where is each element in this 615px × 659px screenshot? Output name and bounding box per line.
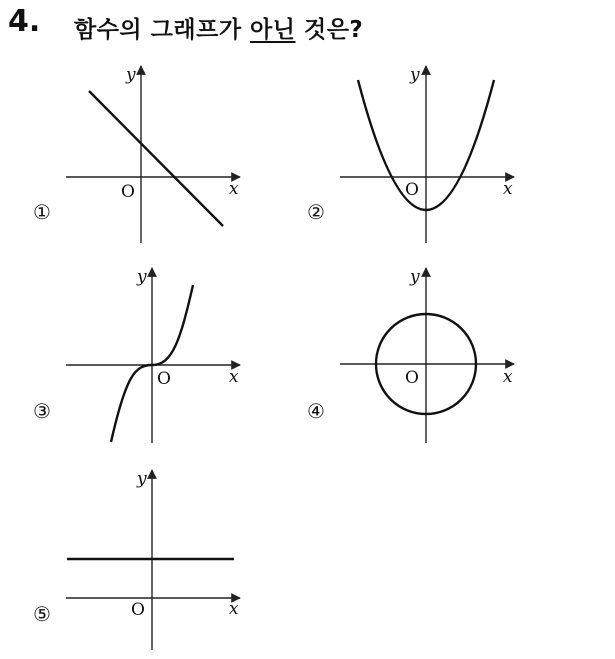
y-axis-label: y [410, 65, 420, 85]
y-axis-label: y [126, 65, 136, 85]
x-axis-label: x [229, 599, 239, 619]
question-text-before: 함수의 그래프가 [74, 17, 251, 43]
graph-2 [307, 65, 514, 243]
choice-1-label: ① [33, 200, 51, 224]
graph-4 [307, 267, 514, 443]
choice-5-label: ⑤ [33, 602, 51, 626]
choice-2-label: ② [307, 200, 325, 224]
x-axis-label: x [229, 179, 239, 199]
x-axis-label: x [503, 179, 513, 199]
question-text-underlined: 아닌 [250, 17, 296, 43]
graph-5 [33, 469, 240, 650]
y-axis-label: y [137, 267, 147, 287]
origin-label: O [131, 600, 145, 620]
graph-3 [33, 267, 240, 443]
origin-label: O [157, 369, 171, 389]
graph-1 [33, 65, 240, 243]
choice-3-label: ③ [33, 399, 51, 423]
x-axis-label: x [503, 367, 513, 387]
origin-label: O [121, 182, 135, 202]
graph-1-line [89, 91, 223, 226]
question-number: 4. [8, 4, 41, 39]
origin-label: O [405, 180, 419, 200]
y-axis-label: y [410, 267, 420, 287]
y-axis-label: y [137, 469, 147, 489]
origin-label: O [405, 368, 419, 388]
x-axis-label: x [229, 367, 239, 387]
question-text-after: 것은? [295, 17, 364, 43]
choice-4-label: ④ [307, 399, 325, 423]
